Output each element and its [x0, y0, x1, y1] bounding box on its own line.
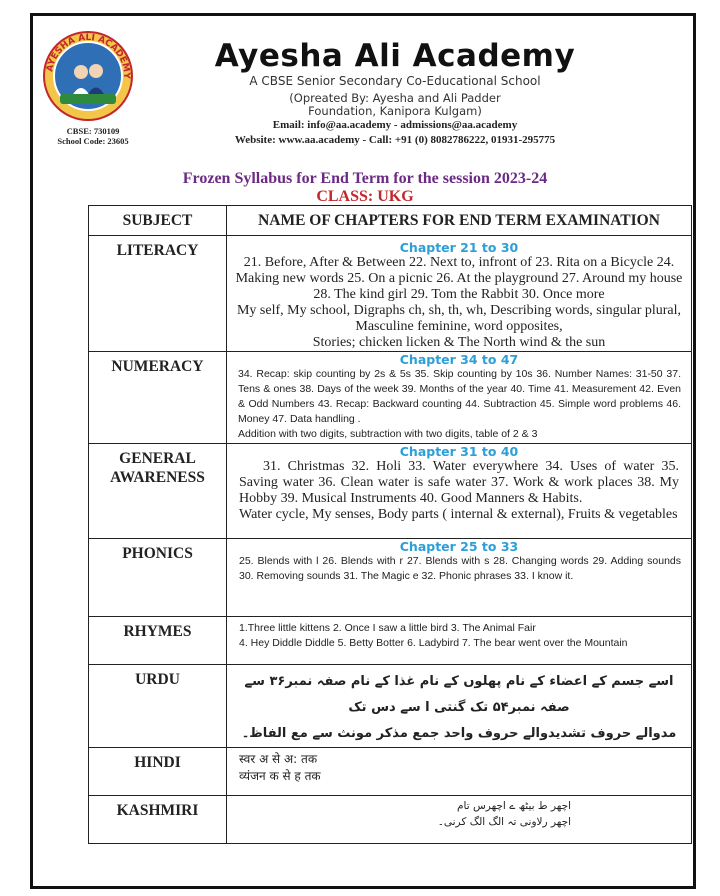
operated-line-1: (Opreated By: Ayesha and Ali Padder	[289, 91, 501, 105]
chapter-line: व्यंजन क से ह तक	[239, 769, 321, 783]
subject-line: AWARENESS	[110, 469, 205, 486]
subject-urdu: URDU	[89, 665, 227, 748]
operated-line-2: Foundation, Kanipora Kulgam)	[308, 104, 482, 118]
school-code: School Code: 23605	[57, 136, 129, 146]
school-name: Ayesha Ali Academy	[214, 38, 576, 74]
chapter-line: Water cycle, My senses, Body parts ( internal & external), Fruits & vegetables	[239, 507, 678, 522]
subject-hindi: HINDI	[89, 748, 227, 796]
table-row-rhymes	[89, 617, 692, 665]
chapters-hindi	[227, 748, 692, 796]
class-title: CLASS: UKG	[316, 188, 414, 205]
website-line: Website: www.aa.academy - Call: +91 (0) 8082786222, 01931-295775	[234, 134, 556, 146]
chapters-kashmiri	[227, 796, 692, 844]
chapter-line: اچھر رلاونی تہ الگ الگ کرنی۔	[437, 816, 571, 828]
chapters-urdu	[227, 665, 692, 748]
subject-line: GENERAL	[119, 450, 196, 467]
subject-rhymes: RHYMES	[89, 617, 227, 665]
chapter-line: Stories; chicken licken & The North wind & the sun	[312, 335, 606, 350]
subject-literacy: LITERACY	[89, 236, 227, 352]
subject-kashmiri: KASHMIRI	[89, 796, 227, 844]
header-subject: SUBJECT	[89, 206, 227, 236]
chapter-line: 34. Recap: skip counting by 2s & 5s 35. Skip counting by 10s 36. Number Names: 31-50 37. Tens & ones 38. Days of the week 39. Months of the year 40. Time 41. Measurement 42. Even & Odd Numbers 43. Recap: Backward counting 44. Subtraction 45. Simple word problems 46. Money 47. Data handling .	[238, 368, 681, 425]
chapter-line: My self, My school, Digraphs ch, sh, th, wh, Describing words, singular plural, Masculine feminine, word opposites,	[236, 303, 682, 334]
chapters-numeracy	[227, 352, 692, 444]
academy-logo	[42, 30, 134, 122]
table-row-urdu	[89, 665, 692, 748]
email-line: Email: info@aa.academy - admissions@aa.academy	[272, 119, 518, 131]
chapters-phonics	[227, 539, 692, 617]
syllabus-table	[88, 205, 692, 844]
table-row-general-awareness	[89, 444, 692, 539]
chapter-range: Chapter 34 to 47	[399, 352, 519, 367]
table-header-row	[89, 206, 692, 236]
table-row-hindi	[89, 748, 692, 796]
school-subtitle: A CBSE Senior Secondary Co-Educational School	[249, 74, 541, 88]
table-row-numeracy	[89, 352, 692, 444]
table-row-literacy	[89, 236, 692, 352]
syllabus-title: Frozen Syllabus for End Term for the session 2023-24	[182, 170, 548, 187]
chapter-line: 31. Christmas 32. Holi 33. Water everywhere 34. Uses of water 35. Saving water 36. Clean water is safe water 37. Work & work places 38. My Hobby 39. Musical Instruments 40. Good Manners & Habits.	[239, 459, 679, 506]
chapters-literacy	[227, 236, 692, 352]
logo-ring-text: AYESHA ALI ACADEMY	[45, 32, 132, 79]
chapter-range: Chapter 21 to 30	[399, 240, 519, 255]
subject-general-awareness	[89, 444, 227, 539]
chapter-range: Chapter 31 to 40	[399, 444, 519, 459]
operated-by	[160, 92, 630, 118]
table-row-phonics	[89, 539, 692, 617]
chapter-line: اسے جسم کے اعضاء کے نام پھلوں کے نام غذا کے نام صفہ نمبر۳۶ سے صفہ نمبر۵۴ تک گنتی ا سے دس تک	[244, 674, 674, 715]
chapter-line: Addition with two digits, subtraction with two digits, table of 2 & 3	[238, 428, 538, 440]
cbse-number: CBSE: 730109	[66, 126, 120, 136]
subject-numeracy: NUMERACY	[89, 352, 227, 444]
chapter-range: Chapter 25 to 33	[399, 539, 519, 554]
header-chapters: NAME OF CHAPTERS FOR END TERM EXAMINATION	[227, 206, 692, 236]
chapter-line: اچھر ط بیٹھ ے اچھرس تام	[457, 800, 571, 812]
chapter-line: स्वर अ से अ: तक	[239, 752, 318, 766]
cbse-info	[38, 126, 148, 146]
chapter-line: 25. Blends with l 26. Blends with r 27. Blends with s 28. Changing words 29. Adding sounds 30. Removing sounds 31. The Magic e 32. Phonic phrases 33. I know it.	[239, 555, 681, 582]
chapter-line: 4. Hey Diddle Diddle 5. Betty Botter 6. Ladybird 7. The bear went over the Mountain	[239, 637, 628, 649]
chapter-line: مدوالے حروف تشدیدوالے حروف واحد جمع مذکر مونث سے مع الفاظ۔	[241, 726, 677, 741]
chapter-line: 21. Before, After & Between 22. Next to, infront of 23. Rita on a Bicycle 24. Making new words 25. On a picnic 26. At the playground 27. Around my house 28. The kind girl 29. Tom the Rabbit 30. Once more	[235, 255, 683, 302]
table-row-kashmiri	[89, 796, 692, 844]
chapters-rhymes	[227, 617, 692, 665]
subject-phonics: PHONICS	[89, 539, 227, 617]
chapters-general-awareness	[227, 444, 692, 539]
chapter-line: 1.Three little kittens 2. Once I saw a little bird 3. The Animal Fair	[239, 622, 536, 634]
